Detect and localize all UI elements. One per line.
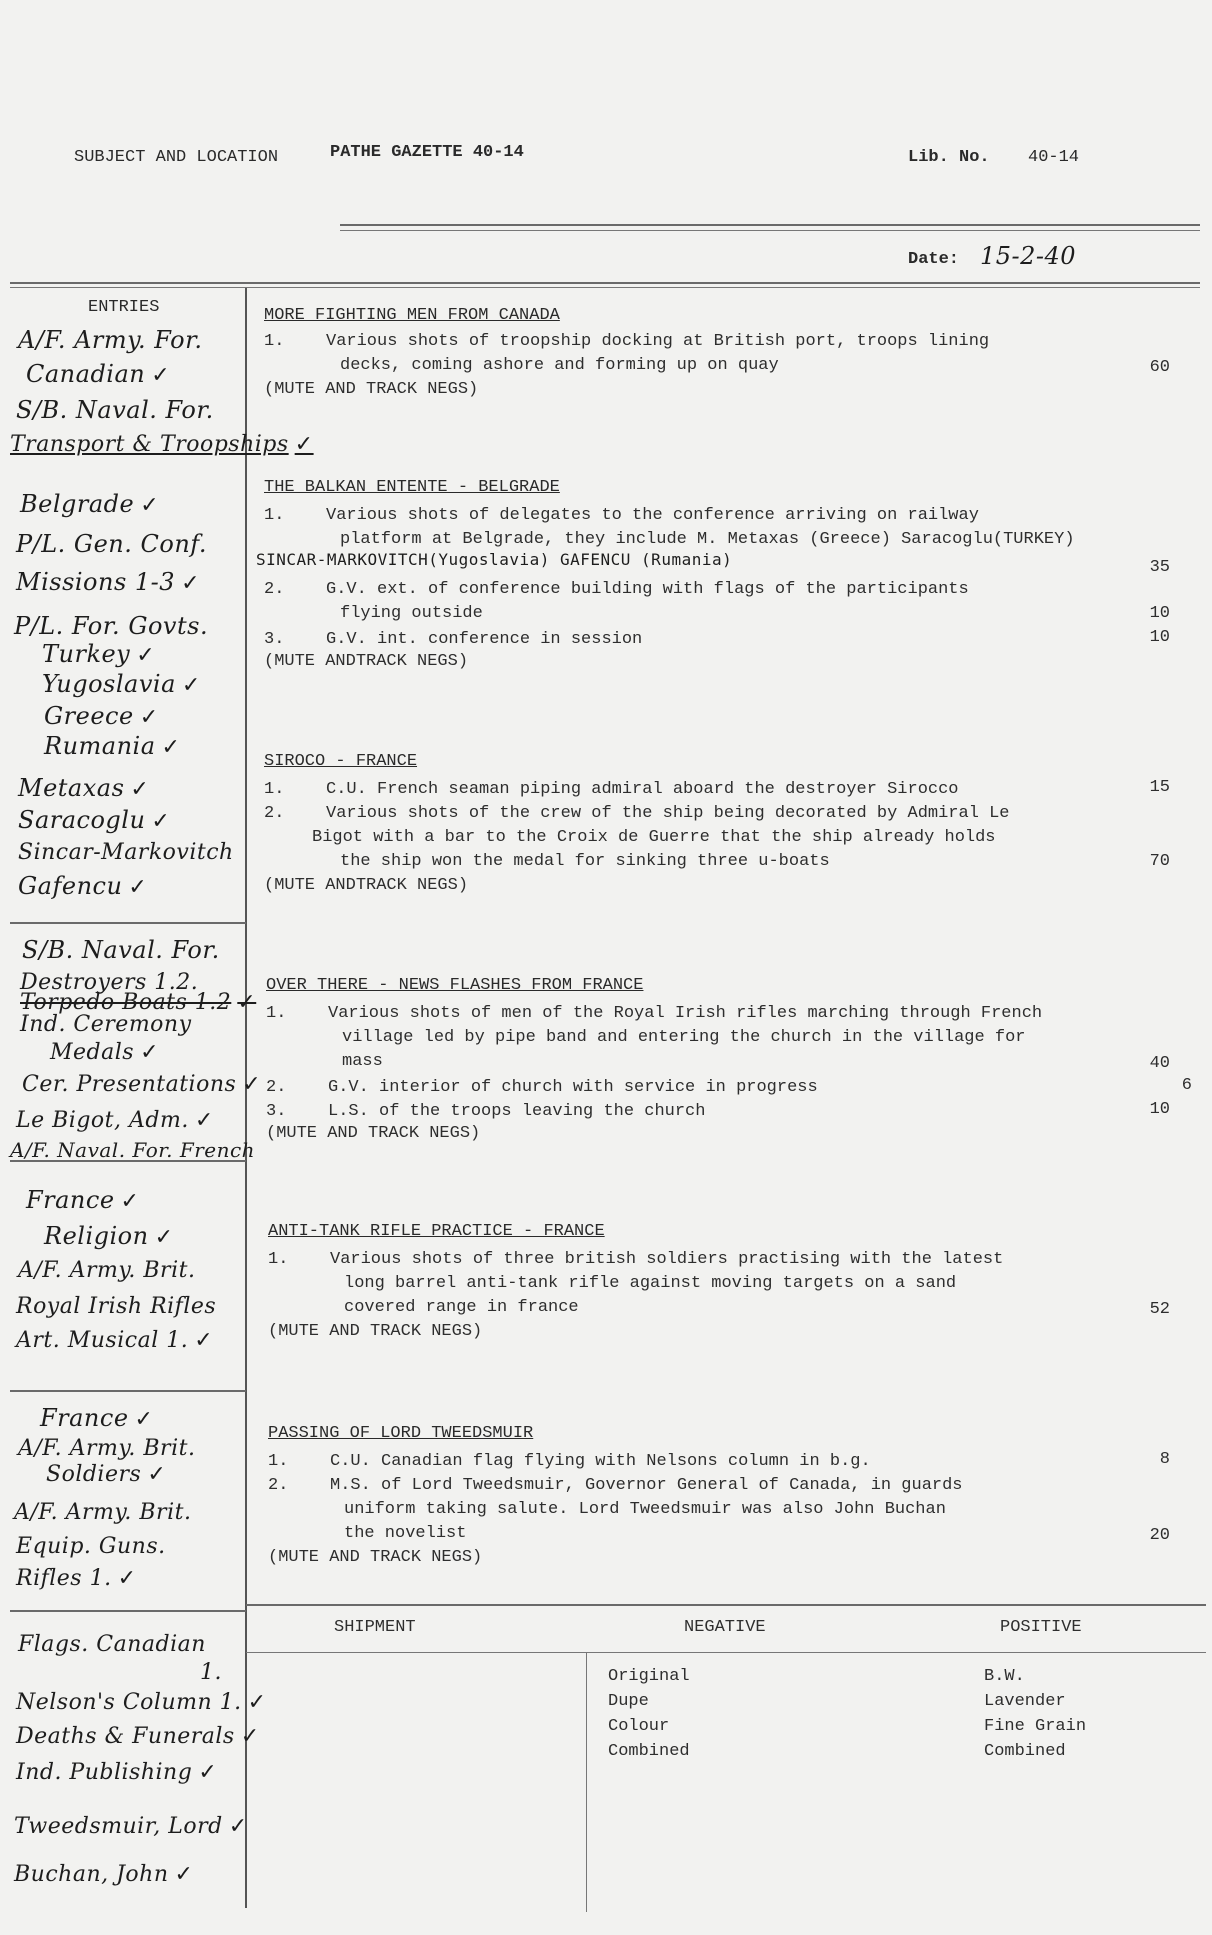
entry: Canadian ✓ xyxy=(26,360,171,388)
entry: Belgrade ✓ xyxy=(20,490,160,518)
footage: 10 xyxy=(1149,1100,1170,1119)
section-footer: (MUTE AND TRACK NEGS) xyxy=(266,1124,481,1143)
footage: 70 xyxy=(1149,852,1170,871)
entry: Religion ✓ xyxy=(44,1222,174,1250)
entry: Torpedo Boats 1.2 ✓ xyxy=(20,990,257,1015)
section-title: SIROCO - FRANCE xyxy=(264,752,418,771)
shot-item: 1. Various shots of men of the Royal Irish rifles marching through French village led by pipe band and entering the church in the village for mass xyxy=(266,1004,1043,1071)
entry: Transport & Troopships ✓ xyxy=(10,432,314,457)
entry: S/B. Naval. For. xyxy=(22,936,220,964)
negative-option: Combined xyxy=(608,1742,690,1761)
entry: Ind. Publishing ✓ xyxy=(16,1760,218,1785)
entries-divider-1 xyxy=(10,922,246,924)
date-rule xyxy=(10,282,1200,284)
positive-option: Lavender xyxy=(984,1692,1066,1711)
entry: Destroyers 1.2. xyxy=(20,970,199,995)
handwritten-insert: SINCAR-MARKOVITCH(Yugoslavia) GAFENCU (Rumania) xyxy=(256,550,733,569)
footage: 60 xyxy=(1149,358,1170,377)
positive-option: B.W. xyxy=(984,1667,1025,1686)
negative-option: Colour xyxy=(608,1717,670,1736)
shipment-divider-1 xyxy=(586,1652,587,1912)
footage: 20 xyxy=(1149,1526,1170,1545)
entry: Medals ✓ xyxy=(50,1040,160,1065)
shot-item: 1. Various shots of troopship docking at British port, troops lining decks, coming ashore and forming up on quay xyxy=(264,332,990,375)
shot-item: 2. G.V. ext. of conference building with flags of the participants flying outside xyxy=(264,580,969,623)
negative-option: Original xyxy=(608,1667,690,1686)
entry: 1. xyxy=(200,1660,222,1685)
entry: Flags. Canadian xyxy=(18,1632,206,1657)
positive-label: POSITIVE xyxy=(1000,1618,1082,1637)
entry: Ind. Ceremony xyxy=(20,1012,192,1037)
entry: Metaxas ✓ xyxy=(18,774,150,802)
footage: 10 xyxy=(1149,604,1170,623)
entry: Turkey ✓ xyxy=(42,640,156,668)
shot-item: 1. C.U. Canadian flag flying with Nelsons column in b.g. xyxy=(268,1452,871,1471)
date-value: 15-2-40 xyxy=(980,242,1077,270)
shipment-top-rule xyxy=(246,1604,1206,1606)
entry: Buchan, John ✓ xyxy=(14,1862,194,1887)
entry: Nelson's Column 1. ✓ xyxy=(16,1690,267,1715)
entry: A/F. Army. Brit. xyxy=(18,1436,196,1461)
entry: A/F. Army. For. xyxy=(18,326,203,354)
section-title: OVER THERE - NEWS FLASHES FROM FRANCE xyxy=(266,976,644,995)
shot-item: 1. Various shots of three british soldiers practising with the latest long barrel anti-tank rifle against moving targets on a sand covered range in france xyxy=(268,1250,1004,1317)
entry: Art. Musical 1. ✓ xyxy=(16,1328,214,1353)
section-footer: (MUTE AND TRACK NEGS) xyxy=(264,380,479,399)
footage: 40 xyxy=(1149,1054,1170,1073)
entry: Deaths & Funerals ✓ xyxy=(16,1724,260,1749)
footage: 52 xyxy=(1149,1300,1170,1319)
entry: A/F. Army. Brit. xyxy=(18,1258,196,1283)
positive-options xyxy=(984,1664,1086,1764)
footage: 10 xyxy=(1149,628,1170,647)
positive-option: Fine Grain xyxy=(984,1717,1087,1736)
subject-label: SUBJECT AND LOCATION xyxy=(74,148,279,167)
section-footer: (MUTE ANDTRACK NEGS) xyxy=(264,876,469,895)
entry: Gafencu ✓ xyxy=(18,872,148,900)
entry: Equip. Guns. xyxy=(16,1534,166,1559)
entry: Rifles 1. ✓ xyxy=(16,1566,137,1591)
date-label: Date: xyxy=(908,250,960,269)
entry: A/F. Naval. For. French xyxy=(10,1138,256,1162)
footage: 8 xyxy=(1159,1450,1170,1469)
subject-value: PATHE GAZETTE 40-14 xyxy=(330,143,524,162)
entry: Missions 1-3 ✓ xyxy=(16,568,200,596)
shot-item: 2. G.V. interior of church with service in progress xyxy=(266,1078,818,1097)
header-rule-2 xyxy=(340,230,1200,231)
section-title: PASSING OF LORD TWEEDSMUIR xyxy=(268,1424,534,1443)
header-rule-1 xyxy=(340,224,1200,226)
footage: 15 xyxy=(1149,778,1170,797)
footage: 6 xyxy=(1181,1076,1192,1095)
lib-label: Lib. No. xyxy=(908,148,990,167)
section-footer: (MUTE AND TRACK NEGS) xyxy=(268,1322,483,1341)
shot-item: 1. C.U. French seaman piping admiral aboard the destroyer Sirocco xyxy=(264,780,959,799)
entries-header: ENTRIES xyxy=(88,298,160,317)
entry: P/L. Gen. Conf. xyxy=(16,530,207,558)
entry: Le Bigot, Adm. ✓ xyxy=(16,1108,214,1133)
shot-item: 3. G.V. int. conference in session xyxy=(264,630,643,649)
entries-divider-3 xyxy=(10,1390,246,1392)
entry: Cer. Presentations ✓ xyxy=(22,1072,262,1097)
footage: 35 xyxy=(1149,558,1170,577)
negative-options xyxy=(608,1664,690,1764)
section-title: ANTI-TANK RIFLE PRACTICE - FRANCE xyxy=(268,1222,605,1241)
entry: Yugoslavia ✓ xyxy=(42,670,201,698)
section-title: THE BALKAN ENTENTE - BELGRADE xyxy=(264,478,560,497)
lib-value: 40-14 xyxy=(1028,148,1080,167)
shipment-label: SHIPMENT xyxy=(334,1618,416,1637)
entry: A/F. Army. Brit. xyxy=(14,1500,192,1525)
entries-column-border xyxy=(245,288,247,1908)
entry: Saracoglu ✓ xyxy=(18,806,171,834)
entry: Sincar-Markovitch xyxy=(18,840,234,865)
shot-item: 3. L.S. of the troops leaving the church xyxy=(266,1102,706,1121)
section-footer: (MUTE ANDTRACK NEGS) xyxy=(264,652,469,671)
entry: Soldiers ✓ xyxy=(46,1462,167,1487)
shot-item: 2. M.S. of Lord Tweedsmuir, Governor General of Canada, in guards uniform taking salute. Lord Tweedsmuir was also John Buchan the novelist xyxy=(268,1476,963,1543)
entry: Greece ✓ xyxy=(44,702,159,730)
entry: France ✓ xyxy=(26,1186,140,1214)
entry: S/B. Naval. For. xyxy=(16,396,214,424)
entry: Royal Irish Rifles xyxy=(16,1294,217,1319)
shipment-header-rule xyxy=(246,1652,1206,1653)
positive-option: Combined xyxy=(984,1742,1066,1761)
entry: France ✓ xyxy=(40,1404,154,1432)
shot-item: 2. Various shots of the crew of the ship being decorated by Admiral Le Bigot with a bar to the Croix de Guerre that the ship already holds the ship won the medal for sinking three u-boats xyxy=(264,804,1010,871)
shot-item: 1. Various shots of delegates to the conference arriving on railway platform at Belgrade, they include M. Metaxas (Greece) Saracoglu(TURKEY) xyxy=(264,506,1075,549)
section-footer: (MUTE AND TRACK NEGS) xyxy=(268,1548,483,1567)
date-rule-2 xyxy=(10,287,1200,288)
entry: P/L. For. Govts. xyxy=(14,612,209,640)
section-title: MORE FIGHTING MEN FROM CANADA xyxy=(264,306,560,325)
entry: Rumania ✓ xyxy=(44,732,181,760)
negative-label: NEGATIVE xyxy=(684,1618,766,1637)
negative-option: Dupe xyxy=(608,1692,649,1711)
entries-divider-4 xyxy=(10,1610,246,1612)
entry: Tweedsmuir, Lord ✓ xyxy=(14,1814,248,1839)
